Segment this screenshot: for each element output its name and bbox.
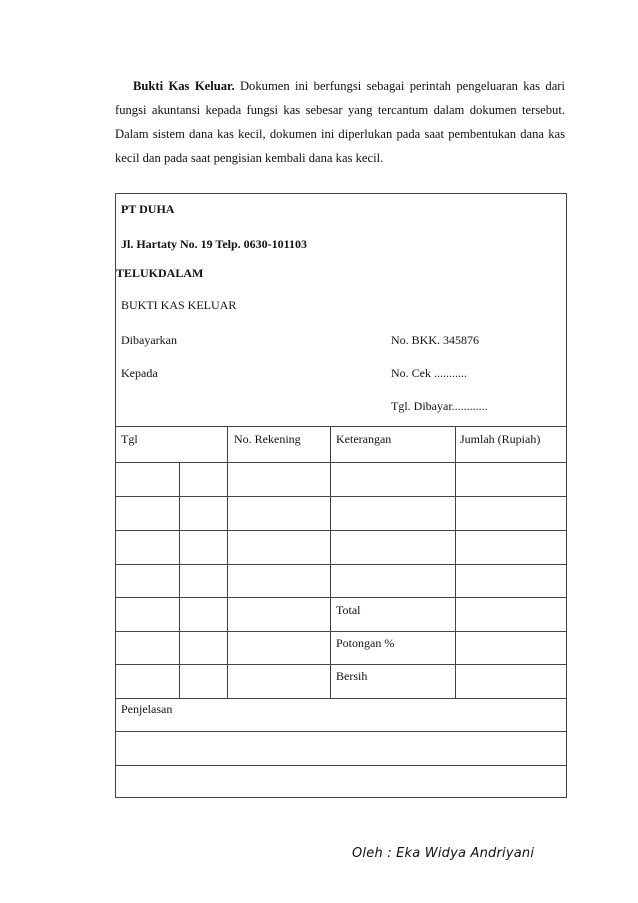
payment-date: Tgl. Dibayar............ [391, 399, 488, 413]
table-top-border [116, 426, 566, 427]
row-border [116, 496, 566, 497]
explanation-label: Penjelasan [121, 702, 173, 716]
net-label: Bersih [336, 669, 368, 683]
column-divider [227, 426, 228, 698]
intro-term: Bukti Kas Keluar. [133, 79, 235, 93]
row-border [116, 698, 566, 699]
column-header-date: Tgl [121, 432, 138, 446]
to-label: Kepada [121, 366, 158, 380]
column-header-amount: Jumlah (Rupiah) [460, 432, 541, 446]
voucher-title: BUKTI KAS KELUAR [121, 298, 237, 312]
total-label: Total [336, 603, 361, 617]
row-border [116, 530, 566, 531]
author-signature: Oleh : Eka Widya Andriyani [352, 846, 535, 861]
cash-disbursement-voucher [115, 193, 567, 798]
column-divider [455, 426, 456, 698]
row-border [116, 564, 566, 565]
intro-paragraph [115, 74, 565, 170]
company-address: Jl. Hartaty No. 19 Telp. 0630-101103 [121, 237, 308, 251]
row-border [116, 731, 566, 732]
column-header-description: Keterangan [336, 432, 392, 446]
cheque-number: No. Cek ........... [391, 366, 467, 380]
company-city: TELUKDALAM [116, 266, 204, 280]
discount-label: Potongan % [336, 636, 395, 650]
column-header-account: No. Rekening [234, 432, 301, 446]
bkk-number: No. BKK. 345876 [391, 333, 480, 347]
row-border [116, 597, 566, 598]
column-divider [330, 426, 331, 698]
row-border [116, 765, 566, 766]
header-row-border [116, 462, 566, 463]
column-divider [179, 462, 180, 698]
row-border [116, 664, 566, 665]
paid-label: Dibayarkan [121, 333, 177, 347]
row-border [116, 631, 566, 632]
company-name: PT DUHA [121, 202, 175, 216]
intro-text: Dokumen ini berfungsi sebagai perintah pengeluaran kas dari fungsi akuntansi kepada fungsi kas sebesar yang tercantum dalam dokumen tersebut. Dalam sistem dana kas kecil, dokumen ini diperlukan pada saat pembentukan dana kas kecil dan pada saat pengisian kembali dana kas kecil. [115, 79, 565, 165]
